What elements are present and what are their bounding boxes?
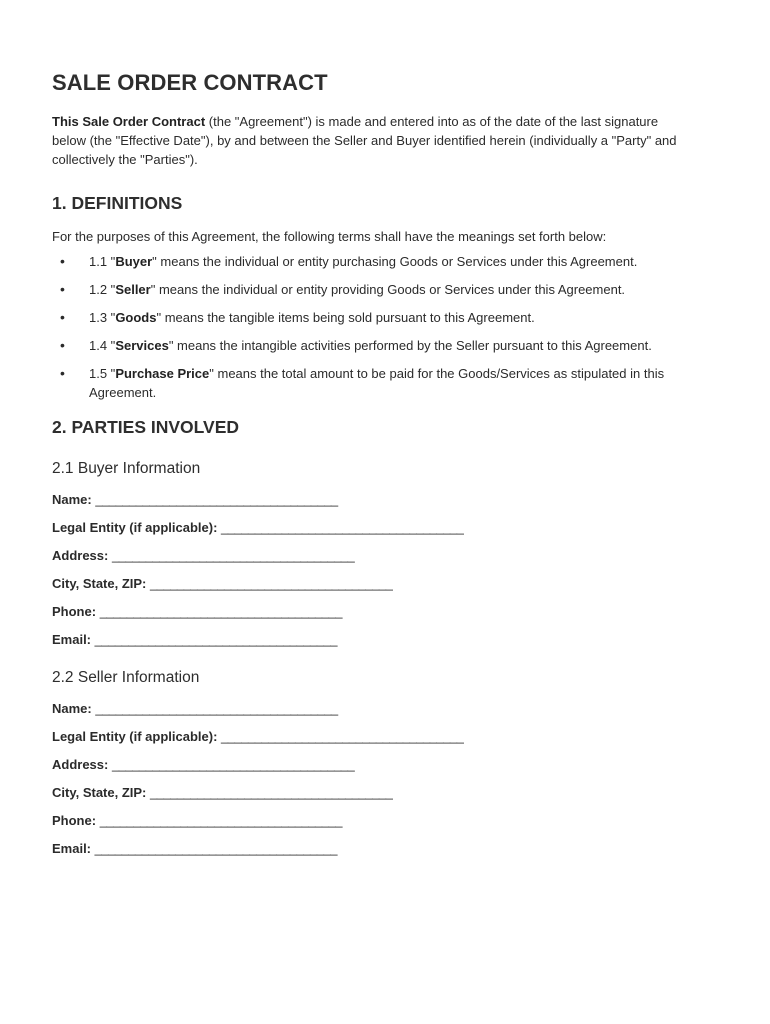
blank-line[interactable]: ____________________________________ [111,548,355,563]
field-label: Email: [52,841,92,856]
definition-term: Services [115,338,169,353]
blank-line[interactable]: ____________________________________ [99,813,342,828]
field-label: Address: [52,757,109,772]
field-label: Name: [52,492,92,507]
blank-line[interactable]: ____________________________________ [99,604,342,619]
field-label: City, State, ZIP: [52,785,147,800]
buyer-info-heading: 2.1 Buyer Information [52,460,201,477]
seller-address-field[interactable] [52,755,730,774]
seller-city-state-zip-field[interactable] [52,783,730,802]
seller-name-field[interactable] [52,699,730,718]
buyer-city-state-zip-field[interactable] [52,574,730,593]
blank-line[interactable]: ____________________________________ [94,841,337,856]
field-label: City, State, ZIP: [52,576,147,591]
definition-term: Buyer [115,254,153,269]
definition-number: 1.5 " [89,366,116,381]
definition-text: " means the tangible items being sold pursuant to this Agreement. [156,310,535,325]
definition-item [52,252,719,271]
bullet-icon: • [60,309,65,325]
definition-term: Purchase Price [115,366,210,381]
blank-line[interactable]: ____________________________________ [150,785,393,800]
blank-line[interactable]: ____________________________________ [94,632,337,647]
intro-paragraph [52,112,692,169]
definition-number: 1.1 " [89,254,116,269]
field-label: Name: [52,701,92,716]
definition-number: 1.3 " [89,310,116,325]
seller-phone-field[interactable] [52,811,730,830]
buyer-fields [52,490,730,649]
definition-term: Seller [115,282,151,297]
definition-item [52,336,719,355]
bullet-icon: • [60,253,65,269]
seller-legal-entity-field[interactable] [52,727,730,746]
definition-text: " means the individual or entity providing Goods or Services under this Agreement. [150,282,626,297]
definition-item [52,280,719,299]
definition-term: Goods [115,310,157,325]
field-label: Legal Entity (if applicable): [52,520,218,535]
buyer-phone-field[interactable] [52,602,730,621]
seller-info-heading: 2.2 Seller Information [52,669,200,686]
intro-bold-lead: This Sale Order Contract [52,114,206,129]
definition-item [52,308,719,327]
document-title: SALE ORDER CONTRACT [52,70,328,95]
blank-line[interactable]: ____________________________________ [221,729,464,744]
definitions-list [52,252,730,402]
field-label: Phone: [52,604,97,619]
definition-text: " means the individual or entity purchasing Goods or Services under this Agreement. [152,254,638,269]
definition-number: 1.2 " [89,282,116,297]
field-label: Phone: [52,813,97,828]
definition-text: " means the total amount to be paid for the Goods/Services as stipulated in this Agreement. [89,366,665,400]
definitions-lead: For the purposes of this Agreement, the following terms shall have the meanings set forth below: [52,229,607,244]
blank-line[interactable]: ____________________________________ [95,492,338,507]
blank-line[interactable]: ____________________________________ [150,576,393,591]
field-label: Email: [52,632,92,647]
blank-line[interactable]: ____________________________________ [111,757,355,772]
parties-heading: 2. PARTIES INVOLVED [52,417,240,437]
bullet-icon: • [60,365,65,381]
bullet-icon: • [60,337,65,353]
definition-text: " means the intangible activities performed by the Seller pursuant to this Agreement. [168,338,652,353]
field-label: Legal Entity (if applicable): [52,729,218,744]
definition-item [52,364,719,402]
buyer-email-field[interactable] [52,630,730,649]
field-label: Address: [52,548,109,563]
seller-fields [52,699,730,858]
bullet-icon: • [60,281,65,297]
buyer-address-field[interactable] [52,546,730,565]
definition-number: 1.4 " [89,338,116,353]
seller-email-field[interactable] [52,839,730,858]
intro-text: (the "Agreement") is made and entered into as of the date of the last signature below (the "Effective Date"), by and between the Seller and Buyer identified herein (individually a "Party" and collectively the "Parties"). [52,114,677,167]
blank-line[interactable]: ____________________________________ [95,701,338,716]
buyer-name-field[interactable] [52,490,730,509]
buyer-legal-entity-field[interactable] [52,518,730,537]
blank-line[interactable]: ____________________________________ [221,520,464,535]
definitions-heading: 1. DEFINITIONS [52,193,183,213]
